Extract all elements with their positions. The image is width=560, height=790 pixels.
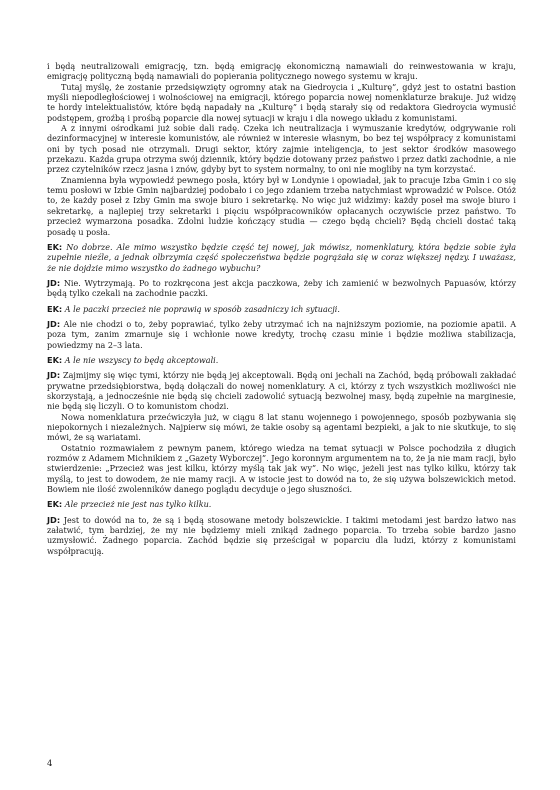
paragraph-text: i będą neutralizowali emigrację, tzn. będą emigrację ekonomiczną namawiali do reinwestowania w kraju, emigrację polityczną będą namawiali do popierania politycznego nowego systemu w kraju. [47, 62, 516, 82]
dialogue-paragraph [47, 242, 516, 274]
body-paragraph [47, 62, 516, 83]
body-paragraph [47, 176, 516, 238]
paragraph-text: A z innymi ośrodkami już sobie dali radę. Czeka ich neutralizacja i wymuszanie kredytów, odgrywanie roli dezinformacyjnej w interesie komunistów, ale również w interesie własnym, bo bez tej współpracy z komunistami oni by tych posad nie otrzymali. Drugi sektor, który zajmie inteligencja, to jest sektor środków masowego przekazu. Każda grupa otrzyma swój dziennik, który będzie dotowany przez państwo i przez datki zachodnie, a nie przez czytelników rzecz jasna i znów, gdyby byt to system normalny, to oni nie mogliby na tym korzystać. [47, 124, 516, 175]
body-paragraph [47, 444, 516, 496]
dialogue-paragraph [47, 370, 516, 412]
body-paragraph [47, 124, 516, 176]
document-body [47, 62, 516, 557]
dialogue-paragraph [47, 355, 516, 366]
paragraph-text: Ale przecież nie jest nas tylko kilku. [64, 500, 212, 510]
page-number: 4 [47, 759, 53, 769]
paragraph-text: No dobrze. Ale mimo wszystko będzie część tej nowej, jak mówisz, nomenklatury, która będzie sobie żyła zupełnie nieźle, a jednak olbrzymia część społeczeństwa będzie pogrążała się w coraz większej nędzy. I uważasz, że nie dojdzie mimo wszystko do żadnego wybuchu? [47, 242, 516, 273]
paragraph-text: Znamienna była wypowiedź pewnego posła, który był w Londynie i opowiadał, jak to pracuje Izba Gmin i co się temu posłowi w Izbie Gmin najbardziej podobało i co jego zdaniem trzeba natychmiast wprowadzić w Polsce. Otóż to, że każdy poseł z Izby Gmin ma swoje biuro i sekretarkę. No więc już widzimy: każdy poseł ma swoje biuro i sekretarkę, a najlepiej trzy sekretarki i pięciu współpracowników opłacanych oczywiście przez państwo. To przecież wymarzona posadka. Zdolni ludzie kończący studia — czego będą chcieli? Będą chcieli dostać taką posadę u posła. [47, 175, 516, 237]
speaker-label: EK: [47, 499, 63, 510]
paragraph-text: Nie. Wytrzymają. Po to rozkręcona jest akcja paczkowa, żeby ich zamienić w bezwolnych Papuasów, którzy będą tylko czekali na zachodnie paczki. [47, 278, 516, 299]
speaker-label: JD: [47, 277, 61, 288]
speaker-label: EK: [47, 241, 63, 252]
paragraph-text: A le nie wszyscy to będą akceptowali. [64, 355, 219, 365]
speaker-label: JD: [47, 318, 61, 329]
paragraph-text: Tutaj myślę, że zostanie przedsięwzięty ogromny atak na Giedroycia i „Kulturę”, gdyż jest to ostatni bastion myśli niepodległościowej i wolnościowej na emigracji, którego poparcia nowej nomenklaturze brakuje. Już widzę te hordy intelektualistów, które będą napadały na „Kulturę” i będą starały się od redaktora Giedroycia wymusić podstępem, groźbą i prośbą poparcie dla nowej sytuacji w kraju i dla nowego układu z komunistami. [47, 82, 516, 123]
dialogue-paragraph [47, 304, 516, 315]
dialogue-paragraph [47, 499, 516, 510]
paragraph-text: Jest to dowód na to, że są i będą stosowane metody bolszewickie. I takimi metodami jest bardzo łatwo nas załatwić, tym bardziej, że my nie będziemy mieli znikąd żadnego poparcia. To trzeba sobie bardzo jasno uzmysłowić. Żadnego poparcia. Zachód będzie się prześcigał w poparciu dla ludzi, którzy z komunistami współpracują. [47, 515, 516, 556]
speaker-label: EK: [47, 354, 63, 365]
dialogue-paragraph [47, 278, 516, 300]
paragraph-text: Nowa nomenklatura przećwiczyła już, w ciągu 8 lat stanu wojennego i powojennego, sposób pozbywania się niepokornych i niezależnych. Najpierw się mówi, że takie osoby są agentami bezpieki, a jak to nie skutkuje, to się mówi, że są wariatami. [47, 412, 516, 443]
speaker-label: JD: [47, 514, 61, 525]
body-paragraph [47, 83, 516, 124]
paragraph-text: A le paczki przecież nie poprawią w sposób zasadniczy ich sytuacji. [64, 304, 340, 314]
dialogue-paragraph [47, 319, 516, 351]
dialogue-paragraph [47, 515, 516, 557]
speaker-label: JD: [47, 370, 61, 381]
paragraph-text: Ale nie chodzi o to, żeby poprawiać, tylko żeby utrzymać ich na najniższym poziomie, na poziomie apatii. A poza tym, zanim zmarnuje się i wchłonie nowe kredyty, trochę czasu minie i będzie możliwa stabilizacja, powiedzmy na 2–3 lata. [47, 319, 516, 350]
speaker-label: EK: [47, 303, 63, 314]
paragraph-text: Ostatnio rozmawiałem z pewnym panem, którego wiedza na temat sytuacji w Polsce pochodziła z długich rozmów z Adamem Michnikiem z „Gazety Wyborczej”. Jego koronnym argumentem na to, że ja nie mam racji, było stwierdzenie: „Przecież was jest kilku, którzy myślą tak jak wy”. No więc, jeżeli jest nas tylko kilku, którzy tak myślą, to jest to dowodem, że nie mamy racji. A w istocie jest to dowód na to, że się używa bolszewickich metod. Bowiem nie ilość zwolenników danego poglądu decyduje o jego słuszności. [47, 443, 516, 495]
paragraph-text: Zajmijmy się więc tymi, którzy nie będą jej akceptowali. Będą oni jechali na Zachód, będą próbowali zakładać prywatne przedsiębiorstwa, będą dołączali do nowej nomenklatury. A ci, którzy z tych wszystkich możliwości nie skorzystają, a jednocześnie nie będą się chcieli zadowolić sytuacją bezwolnej masy, będą zupełnie na marginesie, nie będą się liczyli. O to komunistom chodzi. [47, 371, 516, 412]
body-paragraph [47, 413, 516, 444]
